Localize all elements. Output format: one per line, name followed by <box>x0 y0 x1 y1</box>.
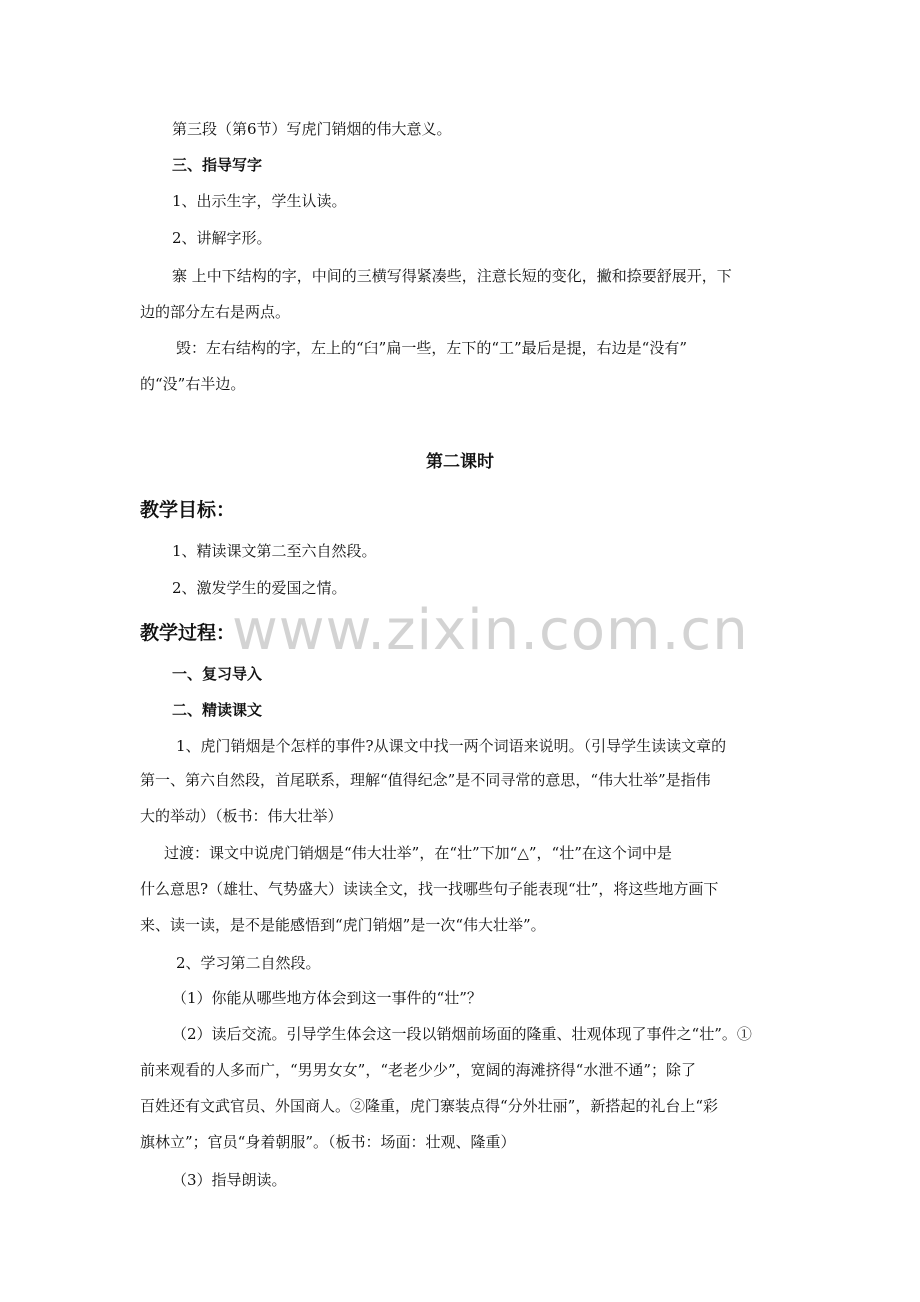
objectives-heading: 教学目标： <box>140 499 236 521</box>
watermark: www.zixin.com.cn <box>232 598 749 663</box>
section-heading: 二、精读课文 <box>172 701 263 719</box>
paragraph: 2、学习第二自然段。 <box>176 954 321 972</box>
lesson-title: 第二课时 <box>426 452 494 472</box>
paragraph: 第三段（第6节）写虎门销烟的伟大意义。 <box>172 120 452 138</box>
paragraph: 边的部分左右是两点。 <box>140 303 291 321</box>
paragraph: 来、读一读，是不是能感悟到“虎门销烟”是一次“伟大壮举”。 <box>140 916 546 934</box>
paragraph: 的“没”右半边。 <box>140 375 246 393</box>
paragraph: （3）指导朗读。 <box>172 1171 287 1189</box>
paragraph: （2）读后交流。引导学生体会这一段以销烟前场面的隆重、壮观体现了事件之“壮”。① <box>172 1025 752 1043</box>
process-heading: 教学过程： <box>140 622 236 644</box>
paragraph: 1、出示生字，学生认读。 <box>172 192 347 210</box>
paragraph: 旗林立”；官员“身着朝服”。（板书：场面：壮观、隆重） <box>140 1133 516 1151</box>
section-heading: 一、复习导入 <box>172 665 263 683</box>
paragraph: 1、精读课文第二至六自然段。 <box>172 542 377 560</box>
paragraph: 什么意思?（雄壮、气势盛大）读读全文，找一找哪些句子能表现“壮”，将这些地方画下 <box>140 880 719 898</box>
paragraph: 2、讲解字形。 <box>172 229 272 247</box>
paragraph: 毁：左右结构的字，左上的“臼”扁一些，左下的“工”最后是提，右边是“没有” <box>176 339 688 357</box>
section-heading: 三、指导写字 <box>172 156 263 174</box>
paragraph: 2、激发学生的爱国之情。 <box>172 579 347 597</box>
paragraph: 大的举动）（板书：伟大壮举） <box>140 807 343 825</box>
paragraph: （1）你能从哪些地方体会到这一事件的“壮”？ <box>172 989 482 1007</box>
paragraph: 1、虎门销烟是个怎样的事件?从课文中找一两个词语来说明。（引导学生读读文章的 <box>176 737 727 755</box>
paragraph: 前来观看的人多而广，“男男女女”，“老老少少”，宽阔的海滩挤得“水泄不通”；除了 <box>140 1061 697 1079</box>
paragraph: 过渡：课文中说虎门销烟是“伟大壮举”，在“壮”下加“△”，“壮”在这个词中是 <box>164 844 672 862</box>
paragraph: 寨 上中下结构的字，中间的三横写得紧凑些，注意长短的变化，撇和捺要舒展开，下 <box>172 267 732 285</box>
paragraph: 百姓还有文武官员、外国商人。②隆重，虎门寨装点得“分外壮丽”，新搭起的礼台上“彩 <box>140 1097 719 1115</box>
paragraph: 第一、第六自然段，首尾联系，理解“值得纪念”是不同寻常的意思，“伟大壮举”是指伟 <box>140 771 711 789</box>
